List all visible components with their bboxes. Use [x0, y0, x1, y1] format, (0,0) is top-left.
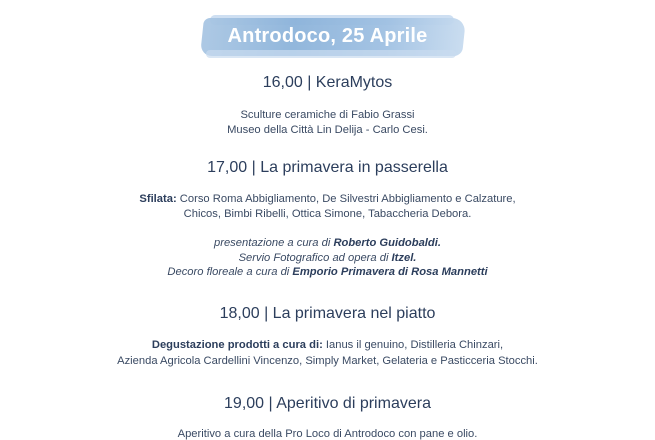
brush-stroke-decoration [206, 50, 456, 58]
credit-name: Itzel. [391, 252, 417, 264]
page-title: Antrodoco, 25 Aprile [227, 25, 428, 47]
credit-line [0, 237, 655, 249]
header-banner [0, 12, 655, 62]
credit-name: Emporio Primavera di Rosa Mannetti [292, 266, 488, 278]
sfilata-text: Corso Roma Abbigliamento, De Silvestri Abbigliamento e Calzature, [176, 193, 516, 205]
degustazione-label: Degustazione prodotti a cura di: [151, 339, 323, 351]
degustazione-line [0, 339, 655, 351]
sfilata-label: Sfilata: [139, 193, 177, 205]
aperitivo-line: Aperitivo a cura della Pro Loco di Antrodoco con pane e olio. [177, 428, 478, 440]
event-title-piatto: 18,00 | La primavera nel piatto [219, 305, 436, 322]
degustazione-text: Ianus il genuino, Distilleria Chinzari, [322, 339, 504, 351]
event-title-aperitivo: 19,00 | Aperitivo di primavera [224, 395, 431, 412]
credit-name: Roberto Guidobaldi. [333, 237, 441, 249]
credit-line [0, 266, 655, 278]
credit-prefix: Servio Fotografico ad opera di [238, 252, 392, 264]
credit-prefix: Decoro floreale a cura di [167, 266, 293, 278]
credit-prefix: presentazione a cura di [214, 237, 334, 249]
event-title-keramytos: 16,00 | KeraMytos [262, 74, 393, 91]
credit-line [0, 252, 655, 264]
sfilata-line: Chicos, Bimbi Ribelli, Ottica Simone, Tabaccheria Debora. [183, 208, 472, 220]
event-title-passerella: 17,00 | La primavera in passerella [207, 159, 448, 176]
sfilata-line [0, 193, 655, 205]
degustazione-line: Azienda Agricola Cardellini Vincenzo, Simply Market, Gelateria e Pasticceria Stocchi. [117, 355, 538, 367]
event-description-line: Museo della Città Lin Delija - Carlo Cesi. [227, 124, 428, 136]
event-description-line: Sculture ceramiche di Fabio Grassi [240, 109, 415, 121]
